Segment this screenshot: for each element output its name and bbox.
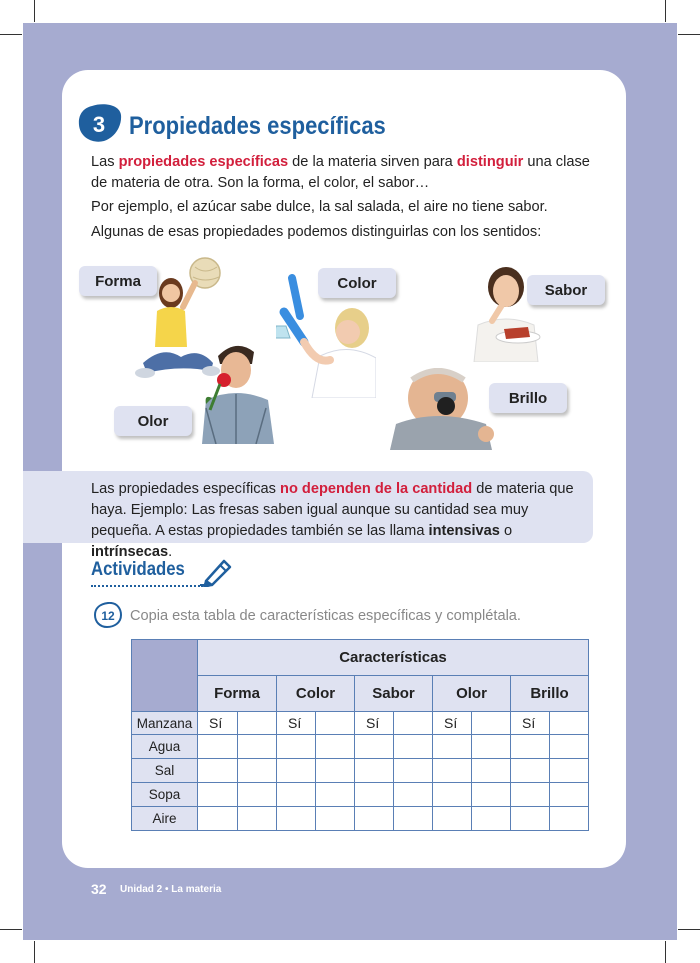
row-header: Sopa xyxy=(132,783,198,807)
table-cell xyxy=(316,735,355,759)
crop-mark xyxy=(34,0,35,22)
table-cell xyxy=(355,807,394,831)
table-cell xyxy=(472,807,511,831)
text-run: o xyxy=(499,523,513,539)
crop-mark xyxy=(678,34,700,35)
intro-paragraph-1 xyxy=(91,152,596,194)
crop-mark xyxy=(665,941,666,963)
table-cell xyxy=(511,783,550,807)
intro-paragraph-3: Algunas de esas propiedades podemos distinguirlas con los sentidos: xyxy=(91,224,542,240)
table-cell xyxy=(316,783,355,807)
page-number: 32 xyxy=(91,881,107,897)
table-cell xyxy=(277,735,316,759)
row-header: Manzana xyxy=(132,712,198,735)
text-run: . xyxy=(168,544,173,560)
activities-underline xyxy=(91,585,203,587)
table-cell xyxy=(238,735,277,759)
table-cell xyxy=(238,807,277,831)
table-cell xyxy=(238,712,277,735)
table-cell xyxy=(394,735,433,759)
crop-mark xyxy=(678,929,700,930)
photo-man-with-loupe xyxy=(390,368,502,450)
text-run: Las xyxy=(91,154,119,170)
table-cell xyxy=(433,759,472,783)
table-cell xyxy=(355,759,394,783)
question-number-badge xyxy=(94,602,122,628)
table-cell xyxy=(355,783,394,807)
column-header-sabor: Sabor xyxy=(355,676,433,712)
unit-label: Unidad 2 • La materia xyxy=(120,884,222,895)
table-cell xyxy=(394,759,433,783)
column-header-forma: Forma xyxy=(198,676,277,712)
table-cell xyxy=(198,807,238,831)
table-row xyxy=(132,735,589,759)
table-row xyxy=(132,783,589,807)
table-cell xyxy=(433,783,472,807)
table-cell xyxy=(198,759,238,783)
table-cell xyxy=(550,807,589,831)
row-header: Aire xyxy=(132,807,198,831)
table-cell xyxy=(277,807,316,831)
table-row xyxy=(132,712,589,735)
table-corner-cell xyxy=(132,640,198,712)
text-run: Las propiedades específicas xyxy=(91,481,281,497)
label-brillo: Brillo xyxy=(489,383,567,413)
table-cell xyxy=(550,712,589,735)
table-cell xyxy=(355,735,394,759)
intro-paragraph-2: Por ejemplo, el azúcar sabe dulce, la sal salada, el aire no tiene sabor. xyxy=(91,199,548,215)
table-cell: Sí xyxy=(198,712,238,735)
table-group-header: Características xyxy=(198,640,589,676)
table-cell xyxy=(511,759,550,783)
table-cell xyxy=(472,759,511,783)
section-number-badge xyxy=(78,103,122,143)
table-cell xyxy=(316,712,355,735)
table-cell xyxy=(394,783,433,807)
table-cell xyxy=(277,759,316,783)
page-title: Propiedades específicas xyxy=(129,112,386,140)
table-cell xyxy=(511,735,550,759)
column-header-brillo: Brillo xyxy=(511,676,589,712)
column-header-color: Color xyxy=(277,676,355,712)
row-header: Sal xyxy=(132,759,198,783)
characteristics-table xyxy=(131,639,589,831)
question-text: Copia esta tabla de características específicas y complétala. xyxy=(130,608,521,624)
table-cell xyxy=(316,807,355,831)
label-forma: Forma xyxy=(79,266,157,296)
table-cell xyxy=(550,759,589,783)
table-cell: Sí xyxy=(277,712,316,735)
bold-term: intrínsecas xyxy=(91,544,169,560)
crop-mark xyxy=(0,929,22,930)
label-olor: Olor xyxy=(114,406,192,436)
table-cell xyxy=(238,759,277,783)
label-color: Color xyxy=(318,268,396,298)
table-cell xyxy=(316,759,355,783)
table-cell xyxy=(433,807,472,831)
table-cell xyxy=(550,735,589,759)
table-cell xyxy=(472,712,511,735)
text-run: de la materia sirven para xyxy=(288,154,457,170)
table-cell: Sí xyxy=(511,712,550,735)
activities-heading: Actividades xyxy=(91,559,185,580)
crop-mark xyxy=(665,0,666,22)
pencil-icon xyxy=(200,555,234,587)
table-cell xyxy=(394,712,433,735)
table-cell xyxy=(433,735,472,759)
column-header-olor: Olor xyxy=(433,676,511,712)
table-cell xyxy=(472,735,511,759)
table-cell: Sí xyxy=(433,712,472,735)
table-cell xyxy=(511,807,550,831)
photo-boy-smelling-flower xyxy=(196,338,276,444)
text-run: una clase de materia de otra. Son la forma, el color, el sabor… xyxy=(91,154,590,191)
table-row xyxy=(132,759,589,783)
table-cell xyxy=(198,735,238,759)
section-number: 3 xyxy=(92,112,106,137)
table-cell xyxy=(198,783,238,807)
note-text xyxy=(91,479,591,563)
highlight-term: distinguir xyxy=(456,154,524,170)
row-header: Agua xyxy=(132,735,198,759)
label-sabor: Sabor xyxy=(527,275,605,305)
highlight-term: propiedades específicas xyxy=(118,154,289,170)
table-row xyxy=(132,807,589,831)
table-cell xyxy=(550,783,589,807)
question-number: 12 xyxy=(101,609,115,623)
crop-mark xyxy=(0,34,22,35)
table-cell xyxy=(394,807,433,831)
table-cell xyxy=(472,783,511,807)
text-run: de materia que haya. Ejemplo: Las fresas saben igual aunque su cantidad sea muy pequeña. A estas propiedades también se las llama xyxy=(91,481,574,539)
crop-mark xyxy=(34,941,35,963)
table-cell xyxy=(277,783,316,807)
highlight-term: no dependen de la cantidad xyxy=(280,481,473,497)
table-cell: Sí xyxy=(355,712,394,735)
table-cell xyxy=(238,783,277,807)
bold-term: intensivas xyxy=(428,523,500,539)
